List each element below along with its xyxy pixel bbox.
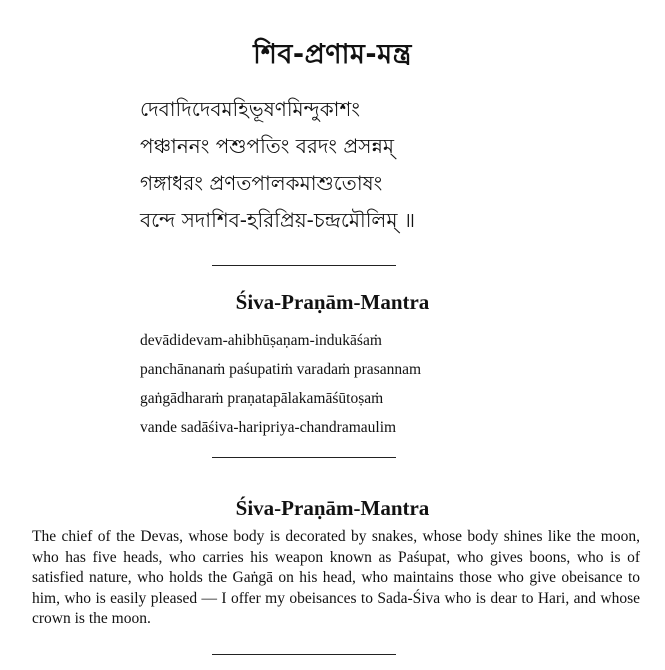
page-title-bengali: শিব-প্রণাম-মন্ত্র <box>253 39 412 70</box>
bengali-verse-line: দেবাদিদেবমহিভূষণমিন্দুকাশং <box>140 97 360 121</box>
transliteration-verse <box>140 331 640 447</box>
bengali-verse <box>140 94 640 242</box>
section-divider <box>212 265 396 266</box>
bengali-verse-line: গঙ্গাধরং প্রণতপালকমাশুতোষং <box>140 171 383 195</box>
translation-heading: Śiva-Praṇām-Mantra <box>235 496 430 520</box>
bengali-verse-line: পঞ্চাননং পশুপতিং বরদং প্রসন্নম্ <box>140 134 395 158</box>
section-divider <box>212 457 396 458</box>
transliteration-line: vande sadāśiva-haripriya-chandramaulim <box>140 419 397 436</box>
section-divider <box>212 654 396 655</box>
transliteration-line: devādidevam-ahibhūṣaṇam-indukāśaṁ <box>140 332 382 349</box>
transliteration-line: panchānanaṁ paśupatiṁ varadaṁ prasannam <box>140 361 422 378</box>
translation-paragraph: The chief of the Devas, whose body is decorated by snakes, whose body shines like the moon, who has five heads, who carries his weapon known as Paśupat, who gives boons, who is of satisfied nature, who holds the Gaṅgā on his head, who maintains those who give obeisance to him, who is easily pleased — I offer my obeisances to Sada-Śiva who is dear to Hari, and whose crown is the moon. <box>32 528 640 627</box>
transliteration-line: gaṅgādharaṁ praṇatapālakamāśūtoṣaṁ <box>140 390 384 407</box>
bengali-verse-line: বন্দে সদাশিব-হরিপ্রিয়-চন্দ্রমৌলিম্ ॥ <box>140 208 416 232</box>
transliteration-heading: Śiva-Praṇām-Mantra <box>235 290 430 314</box>
